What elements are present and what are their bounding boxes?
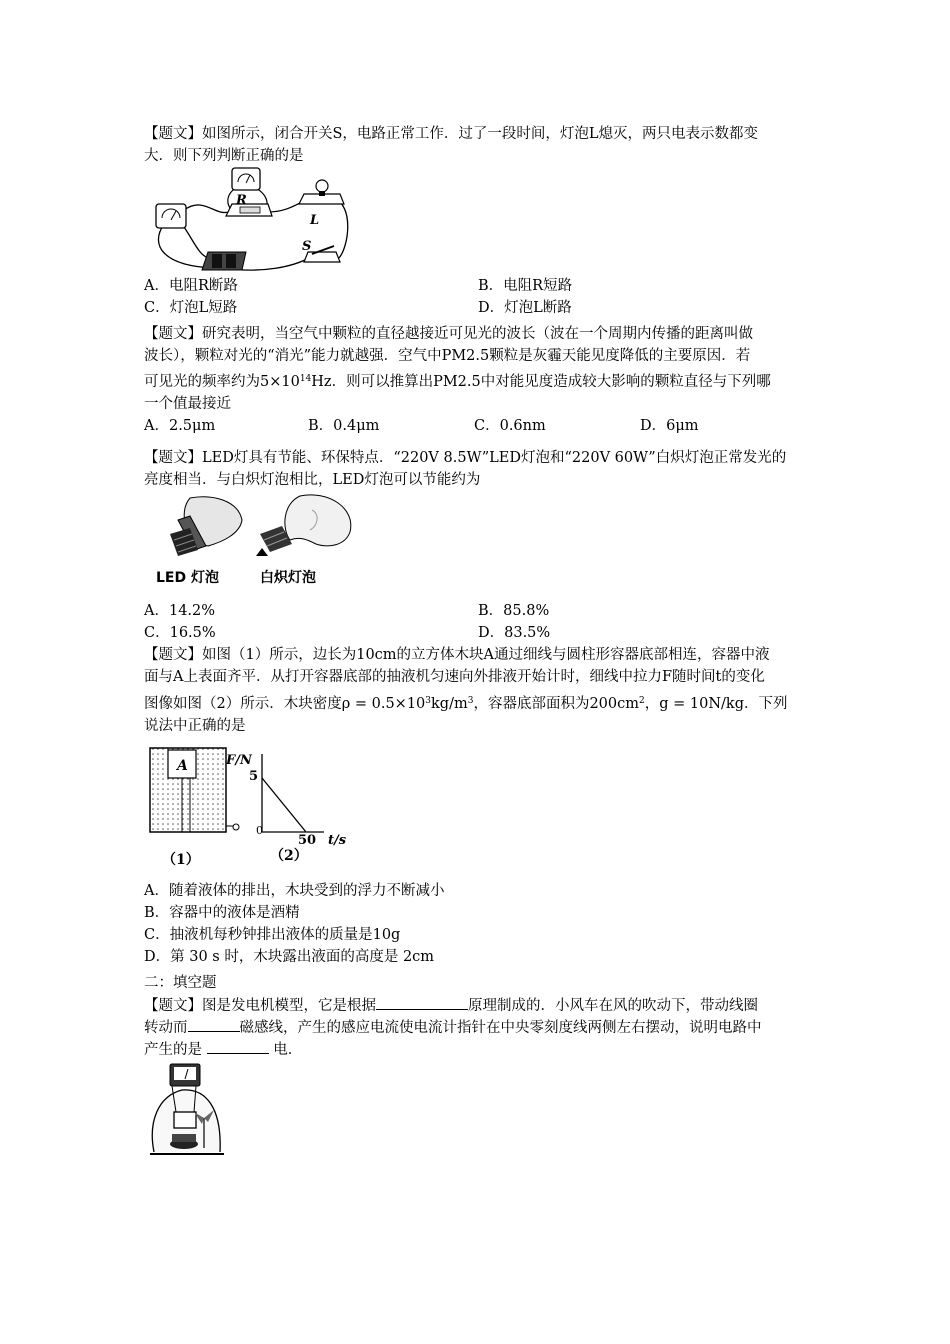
q3-option-a: A．14.2% <box>144 603 216 619</box>
q2-option-a: A．2.5μm <box>144 418 216 434</box>
bulb-label: L <box>310 213 320 228</box>
answer-blank-2[interactable] <box>188 1017 240 1032</box>
q1-text-line-2: 大．则下列判断正确的是 <box>144 148 304 164</box>
container-and-force-graph-figure <box>146 742 356 872</box>
q1-text-line-1: 【题文】如图所示，闭合开关S，电路正常工作．过了一段时间，灯泡L熄灭，两只电表示数都变 <box>144 126 759 142</box>
q4-text-line-1: 【题文】如图（1）所示，边长为10cm的立方体木块A通过细线与圆柱形容器底部相连，容器中液 <box>144 647 770 663</box>
q4-text-line-4: 说法中正确的是 <box>144 718 246 734</box>
q3-text-line-1: 【题文】LED灯具有节能、环保特点．“220V 8.5W”LED灯泡和“220V 60W”白炽灯泡正常发光的 <box>144 450 787 466</box>
answer-blank-3[interactable] <box>207 1039 269 1054</box>
q4-text-line-2: 面与A上表面齐平．从打开容器底部的抽液机匀速向外排液开始计时，细线中拉力F随时间t的变化 <box>144 669 765 685</box>
q4-option-b: B．容器中的液体是酒精 <box>144 905 300 921</box>
q1-option-b: B．电阻R短路 <box>478 278 573 294</box>
answer-blank-1[interactable] <box>376 995 468 1010</box>
q4-text-line-3: 图像如图（2）所示．木块密度$\rho = 0.5\times 10^3kg/m^3$，容器底部面积为$200cm^2$，g = 10N/kg．下列 <box>144 696 788 712</box>
generator-model-figure <box>148 1062 228 1160</box>
q4-option-a: A．随着液体的排出，木块受到的浮力不断减小 <box>144 883 445 899</box>
section-heading-fill-in: 二：填空题 <box>144 975 217 991</box>
time-tick-50: 50 <box>298 833 317 848</box>
q1-option-c: C．灯泡L短路 <box>144 300 238 316</box>
origin-tick-0: 0 <box>256 824 263 837</box>
q3-text-line-2: 亮度相当．与白炽灯泡相比，LED灯泡可以节能约为 <box>144 472 481 488</box>
q3-option-b: B．85.8% <box>478 603 550 619</box>
led-vs-incandescent-figure <box>150 490 360 562</box>
force-axis-label: F/N <box>226 753 252 768</box>
q4-option-c: C．抽液机每秒钟排出液体的质量是10g <box>144 927 401 943</box>
q5-text-line-3: 产生的是 电． <box>144 1039 302 1060</box>
q2-option-d: D．6μm <box>640 418 699 434</box>
q5-text-line-1: 【题文】图是发电机模型，它是根据 原理制成的．小风车在风的吹动下，带动线圈 <box>144 995 758 1016</box>
led-bulb-caption: LED 灯泡 <box>156 570 219 586</box>
block-a-label: A <box>177 758 188 774</box>
switch-label: S <box>302 239 312 254</box>
q2-option-b: B．0.4μm <box>308 418 380 434</box>
incandescent-bulb-caption: 白炽灯泡 <box>260 570 316 586</box>
q2-text-line-3: 可见光的频率约为$5\times 10^{14}Hz$．则可以推算出PM2.5中对能见度造成较大影响的颗粒直径与下列哪 <box>144 374 771 390</box>
figure-1-caption: （1） <box>162 852 200 868</box>
q2-text-line-2: 波长），颗粒对光的“消光”能力就越强．空气中PM2.5颗粒是灰霾天能见度降低的主要原因．若 <box>144 348 751 364</box>
q1-option-a: A．电阻R断路 <box>144 278 238 294</box>
q3-option-c: C．16.5% <box>144 625 216 641</box>
force-tick-5: 5 <box>249 769 259 784</box>
q3-option-d: D．83.5% <box>478 625 551 641</box>
circuit-figure <box>144 166 354 274</box>
time-axis-label: t/s <box>328 833 347 848</box>
q4-option-d: D．第 30 s 时，木块露出液面的高度是 2cm <box>144 949 435 965</box>
q2-text-line-4: 一个值最接近 <box>144 396 231 412</box>
q2-text-line-1: 【题文】研究表明，当空气中颗粒的直径越接近可见光的波长（波在一个周期内传播的距离叫做 <box>144 326 753 342</box>
q1-option-d: D．灯泡L断路 <box>478 300 572 316</box>
figure-2-caption: （2） <box>270 848 308 864</box>
q5-text-line-2: 转动而 磁感线，产生的感应电流使电流计指针在中央零刻度线两侧左右摆动，说明电路中 <box>144 1017 762 1038</box>
q2-option-c: C．0.6nm <box>474 418 546 434</box>
resistor-label: R <box>236 193 247 208</box>
